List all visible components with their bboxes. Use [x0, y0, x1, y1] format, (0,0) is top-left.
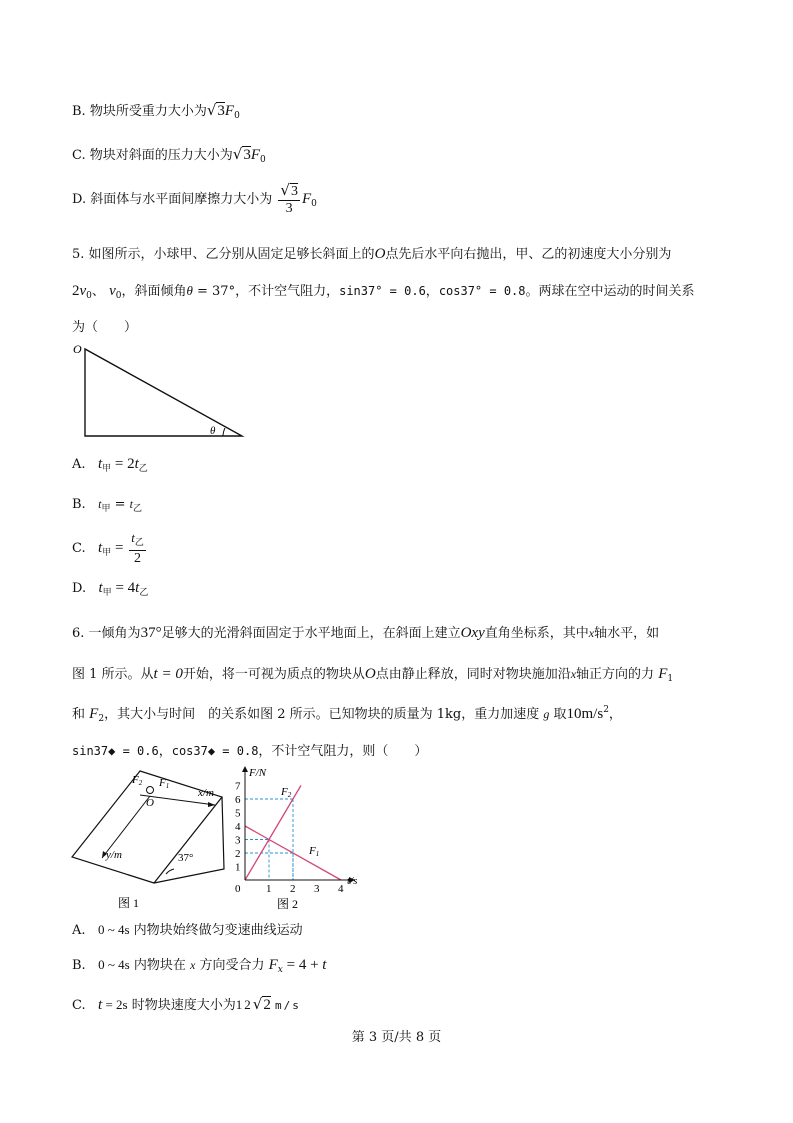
y-axis-arrow — [242, 766, 248, 772]
series-line-f2 — [245, 786, 301, 881]
angle-arc — [166, 869, 174, 874]
figure-2-caption: 图 2 — [277, 897, 299, 911]
y-tick-label-5: 5 — [235, 807, 241, 820]
q5-stem-line-3: 为（ ） — [72, 320, 138, 335]
series-label-f1: F1 — [309, 845, 320, 858]
fraction: $\frac{√3}{3}$ — [280, 181, 298, 216]
sqrt-sign: √ — [206, 101, 217, 119]
q5-stem-line-2: $2v_0$、 $v_0$，斜面倾角θ = 37°，不计空气阻力，sin37° = 0.6，cos37° = 0.8。两球在空中运动的时间关系 — [72, 283, 695, 301]
y-axis-label: y/m — [106, 849, 122, 861]
q5-incline-figure — [70, 340, 250, 440]
y-axis-label: F/N — [249, 767, 267, 779]
y-tick-label-6: 6 — [235, 794, 241, 806]
q6-figure-2-chart — [225, 760, 365, 915]
f1-label: F1 — [159, 777, 170, 790]
q4-option-c: C. 物块对斜面的压力大小为$√3F_0$ — [72, 145, 266, 165]
x-tick-label-3: 3 — [314, 883, 320, 895]
q6-option-b: B. 0 ~ 4s 内物块在 x 方向受合力 $F_x = 4 + t$ — [72, 957, 327, 975]
x-axis-label: x/m — [198, 787, 214, 799]
fraction: $\frac{t_乙}{2}$ — [131, 530, 144, 566]
q6-figure-1 — [70, 765, 240, 915]
y-tick-label-2: 2 — [235, 848, 241, 860]
block-dot — [147, 787, 154, 794]
sqrt-sign: √ — [232, 145, 243, 163]
q5-option-c: C. $t_甲$ = $\frac{t_乙}{2}$ — [72, 530, 144, 566]
point-o-label: O — [73, 342, 82, 356]
figure-1-caption: 图 1 — [118, 896, 140, 910]
q4-option-d: D. 斜面体与水平面间摩擦力大小为 $\frac{√3}{3}$ $F_0$ — [72, 181, 317, 216]
q4-option-b: B. 物块所受重力大小为$√3F_0$ — [72, 101, 240, 121]
y-tick-label-3: 3 — [235, 834, 241, 847]
x-tick-label-0: 0 — [235, 883, 241, 895]
theta-label: θ — [210, 425, 216, 437]
incline-triangle — [85, 349, 242, 436]
x-tick-label-4: 4 — [338, 883, 344, 895]
q5-option-d: D. $t_甲 = 4t_乙$ — [72, 580, 149, 598]
q6-stem-line-3: 和 $F_2$，其大小与时间 的关系如图 2 所示。已知物块的质量为 1kg，重力加速度 g 取$10m/s^2$， — [72, 705, 622, 724]
q6-stem-line-2: 图 1 所示。从t = 0开始，将一可视为质点的物块从O点由静止释放，同时对物块施加沿x轴正方向的力 $F_1$ — [72, 666, 674, 684]
series-label-f2: F2 — [281, 786, 292, 799]
y-tick-label-4: 4 — [235, 821, 241, 833]
q5-option-a: A. $t_甲 = 2t_乙$ — [72, 456, 148, 474]
q5-option-b: B. $t_甲 = t_乙$ — [72, 497, 142, 514]
q6-stem-line-1: 6. 一倾角为37°足够大的光滑斜面固定于水平地面上，在斜面上建立Oxy直角坐标系，其中x轴水平，如 — [72, 625, 660, 641]
y-tick-label-1: 1 — [235, 861, 241, 874]
x-tick-label-2: 2 — [290, 883, 296, 895]
x-tick-label-1: 1 — [266, 883, 272, 895]
f2-label: F2 — [132, 774, 143, 787]
q6-option-c: C. t = 2s 时物块速度大小为12√2 m/s — [72, 995, 301, 1013]
x-axis-label: t/s — [347, 875, 358, 887]
page-footer: 第 3 页/共 8 页 — [351, 1030, 442, 1045]
angle-arc — [223, 428, 225, 436]
q6-stem-line-4: sin37◆ = 0.6，cos37◆ = 0.8，不计空气阻力，则（ ） — [72, 744, 428, 759]
o-label: O — [146, 797, 154, 809]
q5-stem-line-1: 5. 如图所示，小球甲、乙分别从固定足够长斜面上的O点先后水平向右抛出，甲、乙的初速度大小分别为 — [72, 246, 672, 262]
y-tick-label-7: 7 — [235, 780, 241, 793]
angle-label: 37° — [178, 852, 194, 864]
q6-option-a: A. 0 ~ 4s 内物块始终做匀变速曲线运动 — [72, 922, 303, 938]
